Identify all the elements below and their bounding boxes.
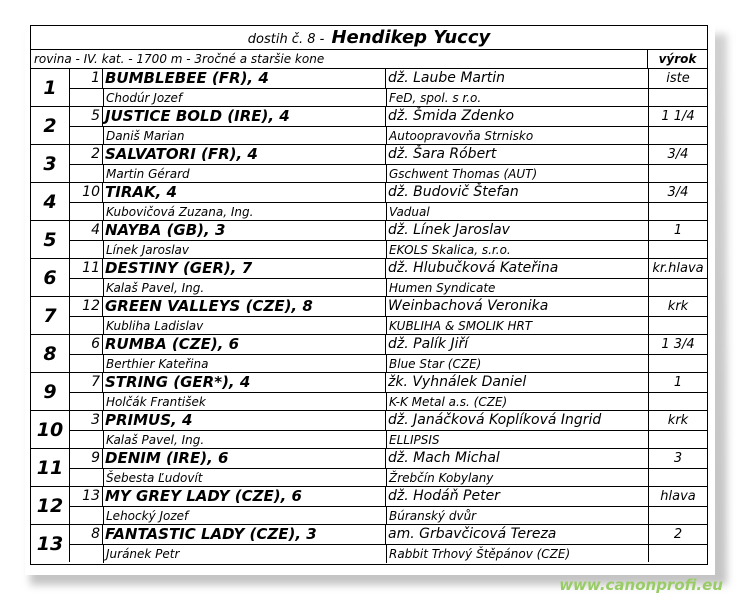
start-number: 8 [70,525,103,544]
finish-place: 5 [31,221,70,258]
trainer-line [70,165,648,183]
start-number: 5 [70,107,103,126]
jockey-name: dž. Janáčková Koplíková Ingrid [388,412,602,428]
blank-cell [70,469,104,487]
finish-place: 11 [31,449,70,486]
race-conditions-row [31,50,707,69]
horse-name: STRING (GER*), 4 [103,373,386,392]
race-conditions: rovina - IV. kat. - 1700 m - 3ročné a staršie kone [31,50,648,68]
entry-details [70,487,649,524]
finish-place: 2 [31,107,70,144]
margin-value: 1 [649,221,707,241]
margin-header: výrok [658,52,697,66]
margin-value: 3/4 [649,145,707,165]
trainer-line [70,89,648,107]
blank-cell [70,203,104,221]
jockey-name: žk. Vyhnálek Daniel [388,374,527,390]
trainer-line [70,203,648,221]
trainer-name: Berthier Kateřina [104,355,387,373]
horse-name: PRIMUS, 4 [103,411,386,430]
jockey-name: dž. Laube Martin [388,70,506,86]
result-row [31,221,707,259]
finish-place: 10 [31,411,70,448]
margin-value: krk [649,411,707,431]
trainer-name: Holčák František [104,393,387,411]
owner-name: Autoopravovňa Strnisko [389,129,534,143]
margin-value: 1 3/4 [649,335,707,355]
entry-details [70,221,649,258]
result-row [31,487,707,525]
race-name: Hendikep Yuccy [331,27,491,48]
finish-place: 8 [31,335,70,372]
finish-place: 4 [31,183,70,220]
margin-cell [649,69,707,106]
margin-value: iste [649,69,707,89]
jockey-name: dž. Šara Róbert [388,146,497,162]
trainer-line [70,317,648,335]
trainer-name: Línek Jaroslav [104,241,387,259]
margin-cell [649,373,707,410]
margin-value: krk [649,297,707,317]
blank-cell [70,241,104,259]
horse-line [70,411,648,431]
start-number: 13 [70,487,103,506]
margin-cell [649,145,707,182]
entry-details [70,373,649,410]
trainer-line [70,545,648,563]
race-number: dostih č. 8 - [247,32,325,47]
margin-value: 3 [649,449,707,469]
margin-cell [649,259,707,296]
entry-details [70,69,649,106]
trainer-line [70,431,648,449]
trainer-name: Kubliha Ladislav [104,317,387,335]
horse-name: DENIM (IRE), 6 [103,449,386,468]
finish-place: 7 [31,297,70,334]
horse-line [70,69,648,89]
result-row [31,335,707,373]
result-row [31,69,707,107]
trainer-name: Kalaš Pavel, Ing. [104,279,387,297]
trainer-name: Juránek Petr [104,545,387,563]
horse-line [70,297,648,317]
start-number: 6 [70,335,103,354]
result-row [31,297,707,335]
results-card [25,25,715,575]
finish-place: 9 [31,373,70,410]
margin-cell [649,297,707,334]
owner-name: Búranský dvůr [389,509,477,523]
jockey-name: Weinbachová Veronika [388,298,549,314]
margin-value: kr.hlava [649,259,707,279]
finish-place: 3 [31,145,70,182]
horse-name: SALVATORI (FR), 4 [103,145,386,164]
entry-details [70,183,649,220]
blank-cell [70,165,104,183]
results-table [30,25,708,565]
blank-cell [70,279,104,297]
owner-name: Blue Star (CZE) [389,357,482,371]
result-row [31,107,707,145]
blank-cell [70,507,104,525]
finish-place: 6 [31,259,70,296]
horse-line [70,335,648,355]
trainer-line [70,355,648,373]
finish-place: 12 [31,487,70,524]
watermark: www.canonprofi.eu [559,576,723,594]
owner-name: Gschwent Thomas (AUT) [389,167,538,181]
horse-line [70,525,648,545]
margin-cell [649,107,707,144]
entry-details [70,411,649,448]
jockey-name: dž. Budovič Štefan [388,184,519,200]
jockey-name: dž. Mach Michal [388,450,500,466]
blank-cell [70,545,104,563]
owner-name: Humen Syndicate [389,281,496,295]
margin-cell [649,221,707,258]
horse-name: JUSTICE BOLD (IRE), 4 [103,107,386,126]
result-row [31,183,707,221]
horse-name: GREEN VALLEYS (CZE), 8 [103,297,386,316]
horse-name: BUMBLEBEE (FR), 4 [103,69,386,88]
horse-line [70,259,648,279]
start-number: 2 [70,145,103,164]
owner-name: FeD, spol. s r.o. [389,91,482,105]
start-number: 10 [70,183,103,202]
entry-details [70,525,649,562]
margin-cell [649,411,707,448]
horse-name: DESTINY (GER), 7 [103,259,386,278]
entries-list [31,69,707,562]
horse-line [70,107,648,127]
result-row [31,259,707,297]
jockey-name: dž. Šmida Zdenko [388,108,515,124]
trainer-line [70,507,648,525]
trainer-name: Chodúr Jozef [104,89,387,107]
trainer-name: Šebesta Ľudovít [104,469,387,487]
result-row [31,373,707,411]
margin-cell [649,525,707,562]
horse-line [70,183,648,203]
horse-line [70,449,648,469]
jockey-name: dž. Hlubučková Kateřina [388,260,559,276]
start-number: 12 [70,297,103,316]
horse-line [70,373,648,393]
trainer-line [70,279,648,297]
margin-value: 1 [649,373,707,393]
trainer-line [70,393,648,411]
horse-line [70,145,648,165]
owner-name: Rabbit Trhový Štěpánov (CZE) [389,547,571,561]
start-number: 4 [70,221,103,240]
owner-name: K-K Metal a.s. (CZE) [389,395,508,409]
start-number: 3 [70,411,103,430]
trainer-name: Kubovičová Zuzana, Ing. [104,203,387,221]
jockey-name: dž. Palík Jiří [388,336,469,352]
result-row [31,449,707,487]
owner-name: EKOLS Skalica, s.r.o. [389,243,511,257]
finish-place: 13 [31,525,70,562]
trainer-name: Daniš Marian [104,127,387,145]
margin-value: 3/4 [649,183,707,203]
margin-cell [649,183,707,220]
horse-name: MY GREY LADY (CZE), 6 [103,487,386,506]
horse-name: RUMBA (CZE), 6 [103,335,386,354]
margin-cell [649,449,707,486]
owner-name: ELLIPSIS [389,433,440,447]
jockey-name: dž. Hodáň Peter [388,488,500,504]
margin-cell [649,335,707,372]
start-number: 9 [70,449,103,468]
trainer-line [70,469,648,487]
finish-place: 1 [31,69,70,106]
jockey-name: dž. Línek Jaroslav [388,222,510,238]
trainer-line [70,127,648,145]
margin-value: 1 1/4 [649,107,707,127]
blank-cell [70,355,104,373]
blank-cell [70,393,104,411]
entry-details [70,449,649,486]
jockey-name: am. Grbavčicová Tereza [388,526,557,542]
result-row [31,411,707,449]
horse-line [70,221,648,241]
owner-name: KUBLIHA & SMOLIK HRT [389,319,533,333]
start-number: 7 [70,373,103,392]
margin-cell [649,487,707,524]
horse-name: FANTASTIC LADY (CZE), 3 [103,525,386,544]
blank-cell [70,89,104,107]
start-number: 1 [70,69,103,88]
trainer-name: Kalaš Pavel, Ing. [104,431,387,449]
blank-cell [70,317,104,335]
entry-details [70,145,649,182]
start-number: 11 [70,259,103,278]
entry-details [70,335,649,372]
margin-value: hlava [649,487,707,507]
blank-cell [70,431,104,449]
result-row [31,145,707,183]
entry-details [70,107,649,144]
horse-name: NAYBA (GB), 3 [103,221,386,240]
blank-cell [70,127,104,145]
result-row [31,525,707,562]
horse-name: TIRAK, 4 [103,183,386,202]
entry-details [70,297,649,334]
trainer-line [70,241,648,259]
trainer-name: Lehocký Jozef [104,507,387,525]
horse-line [70,487,648,507]
margin-value: 2 [649,525,707,545]
entry-details [70,259,649,296]
owner-name: Vadual [389,205,430,219]
trainer-name: Martin Gérard [104,165,387,183]
owner-name: Žrebčín Kobylany [389,471,494,485]
race-title [31,26,707,50]
